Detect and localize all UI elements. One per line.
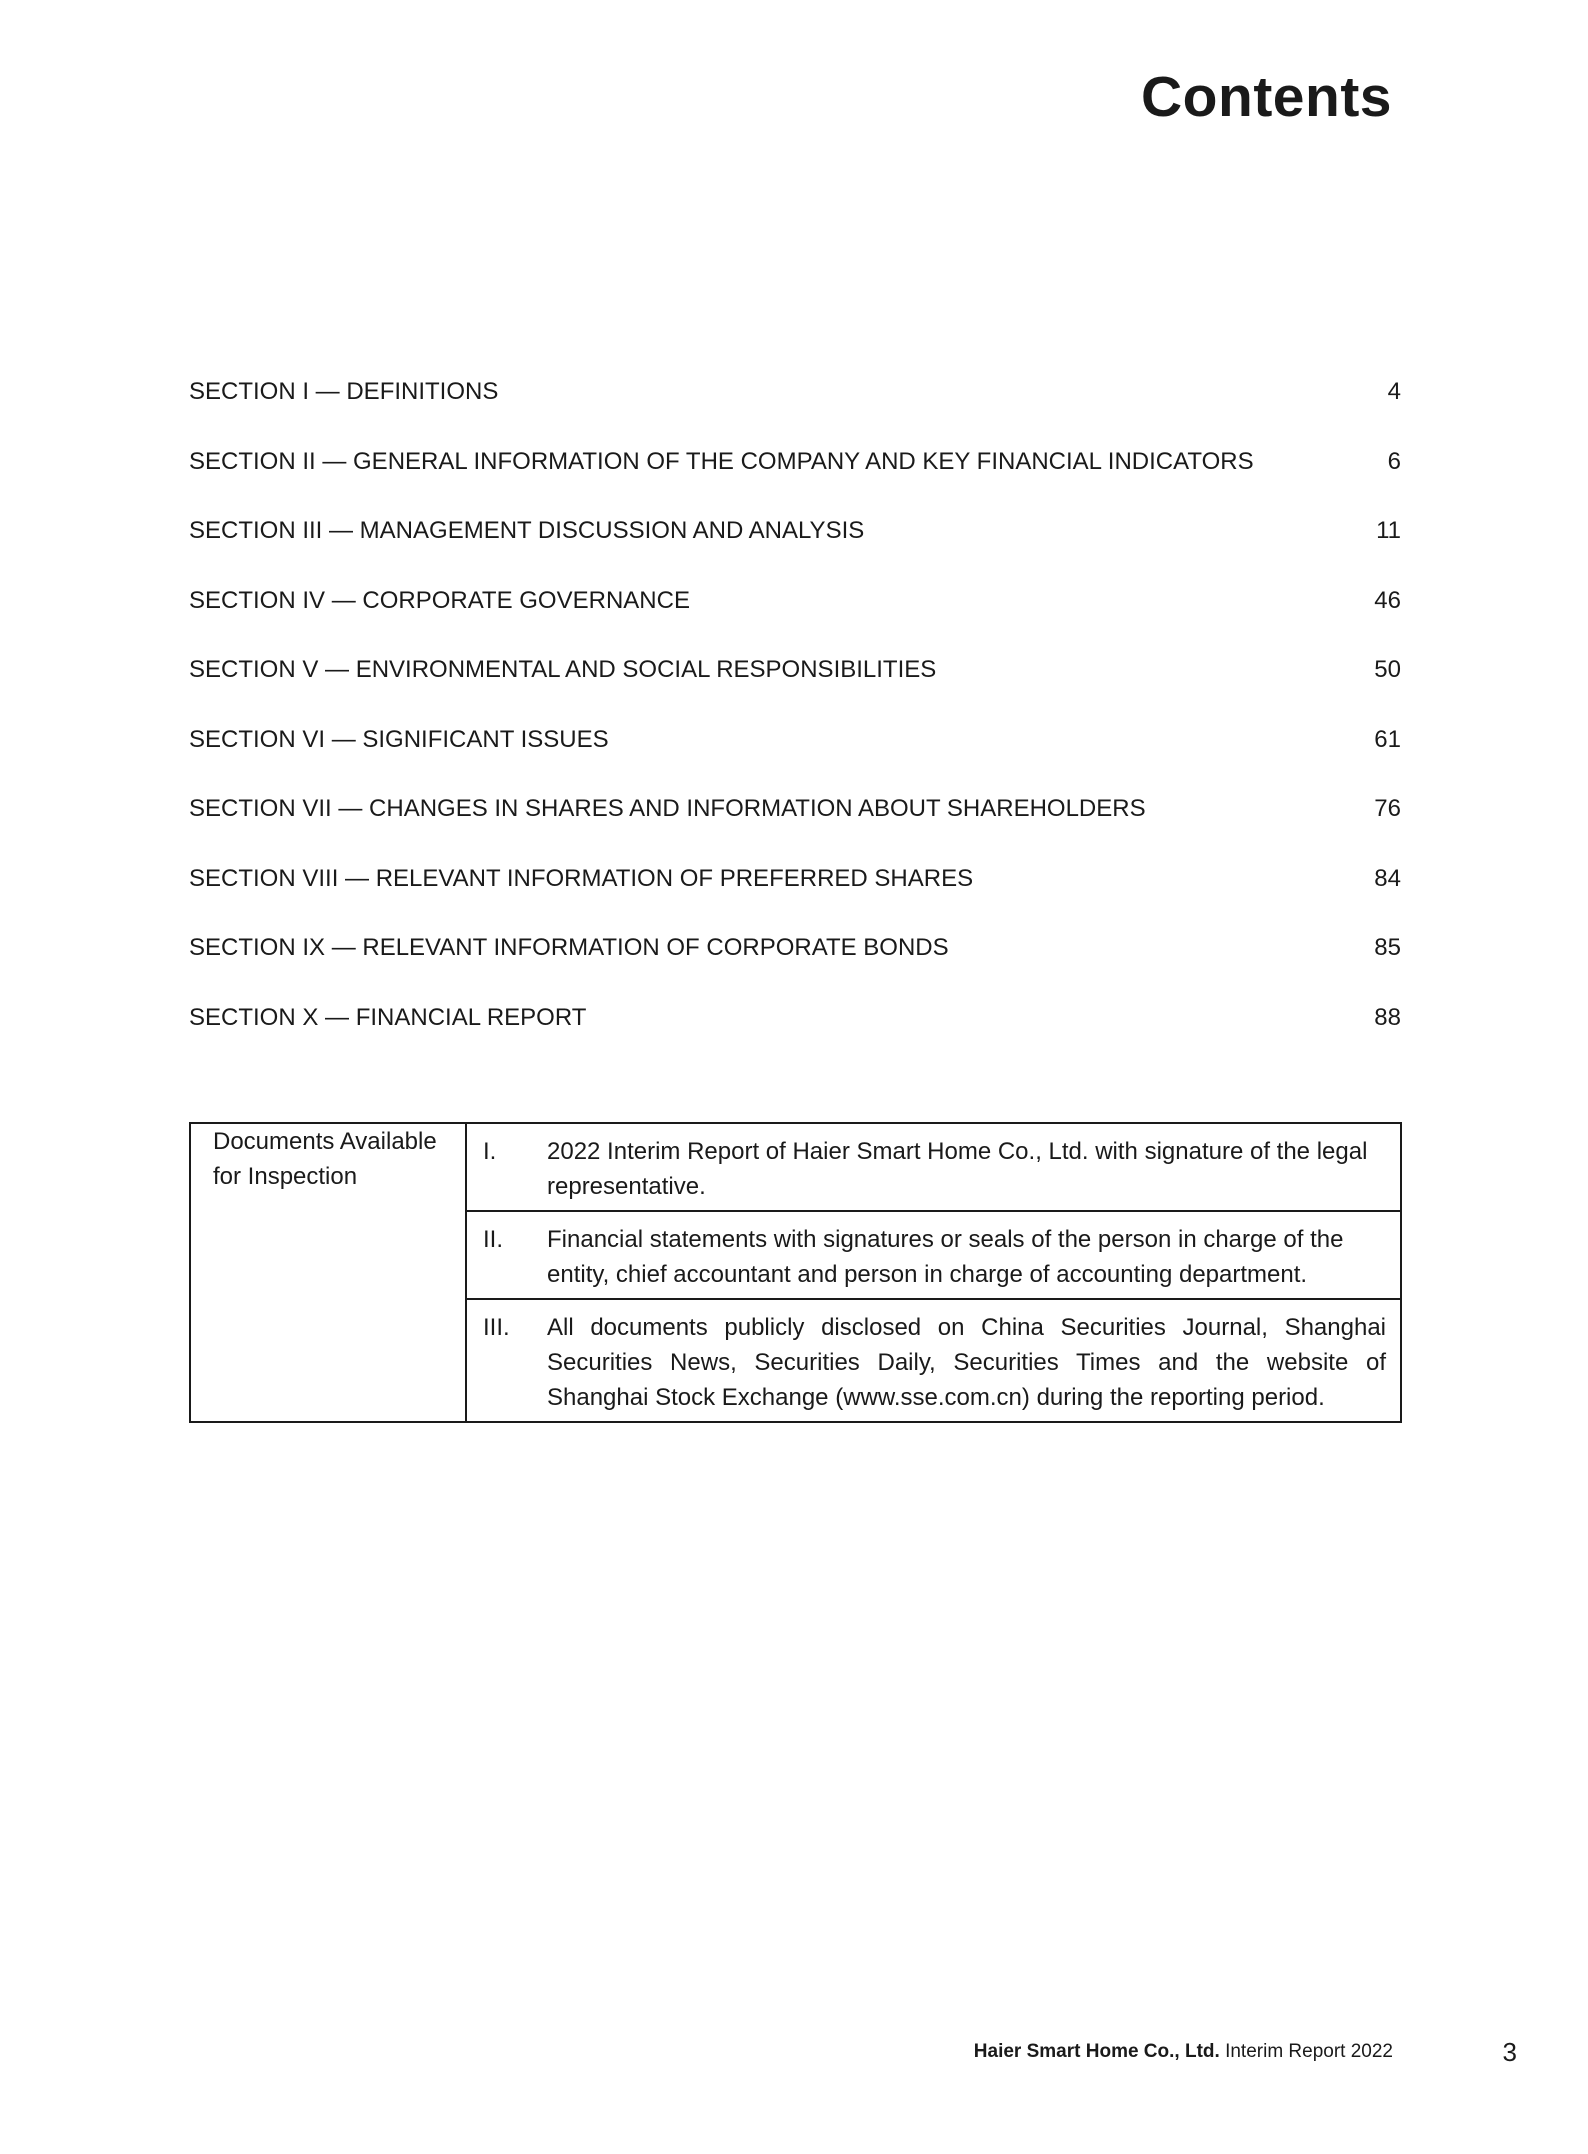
toc-entry-label: SECTION IV — CORPORATE GOVERNANCE	[189, 586, 690, 614]
toc-entry-label: SECTION V — ENVIRONMENTAL AND SOCIAL RESPONSIBILITIES	[189, 656, 937, 683]
toc-entry[interactable]	[189, 934, 1401, 1004]
toc-entry[interactable]	[189, 448, 1401, 518]
page-number: 3	[1502, 2037, 1517, 2067]
page-footer	[0, 2037, 1588, 2067]
toc-entry[interactable]	[189, 865, 1401, 935]
toc-entry-label: SECTION X — FINANCIAL REPORT	[189, 1003, 587, 1031]
documents-table	[189, 1122, 1402, 1423]
toc-entry-page: 11	[1376, 517, 1401, 544]
toc-entry-page: 50	[1374, 656, 1401, 683]
document-item-text: 2022 Interim Report of Haier Smart Home Co., Ltd. with signature of the legal representative.	[547, 1138, 1368, 1200]
table-row	[190, 1123, 1401, 1211]
toc-entry-label: SECTION IX — RELEVANT INFORMATION OF CORPORATE BONDS	[189, 934, 949, 961]
toc-entry-page: 88	[1374, 1003, 1401, 1031]
toc-entry-page: 6	[1387, 447, 1401, 475]
toc-entry-label: SECTION III — MANAGEMENT DISCUSSION AND ANALYSIS	[189, 517, 865, 544]
toc-entry-page: 85	[1374, 934, 1401, 961]
document-item	[466, 1299, 1401, 1422]
footer-report-title	[974, 2041, 1393, 2063]
toc-entry-page: 84	[1374, 864, 1401, 892]
document-item	[466, 1123, 1401, 1211]
document-item-text: Financial statements with signatures or seals of the person in charge of the entity, chief accountant and person in charge of accounting department.	[547, 1226, 1344, 1288]
document-item-number: I.	[483, 1138, 497, 1165]
toc-entry-label: SECTION I — DEFINITIONS	[189, 378, 499, 405]
document-item	[466, 1211, 1401, 1299]
document-item-number: II.	[483, 1226, 504, 1253]
toc-entry[interactable]	[189, 1004, 1401, 1074]
toc-entry-label: SECTION VII — CHANGES IN SHARES AND INFORMATION ABOUT SHAREHOLDERS	[189, 795, 1146, 822]
footer-company-name: Haier Smart Home Co., Ltd.	[973, 2041, 1220, 2062]
table-of-contents	[189, 378, 1401, 1073]
toc-entry[interactable]	[189, 795, 1401, 865]
toc-entry[interactable]	[189, 517, 1401, 587]
toc-entry[interactable]	[189, 656, 1401, 726]
toc-entry[interactable]	[189, 726, 1401, 796]
documents-label: Documents Available for Inspection	[190, 1123, 466, 1422]
toc-entry-label: SECTION VIII — RELEVANT INFORMATION OF PREFERRED SHARES	[189, 864, 974, 892]
toc-entry-label: SECTION II — GENERAL INFORMATION OF THE COMPANY AND KEY FINANCIAL INDICATORS	[189, 447, 1254, 475]
page-title: Contents	[1141, 65, 1392, 129]
toc-entry[interactable]	[189, 587, 1401, 657]
document-item-number: III.	[483, 1314, 510, 1341]
toc-entry[interactable]	[189, 378, 1401, 448]
toc-entry-page: 4	[1387, 378, 1401, 405]
toc-entry-page: 61	[1374, 725, 1401, 753]
toc-entry-label: SECTION VI — SIGNIFICANT ISSUES	[189, 725, 609, 753]
document-item-text: All documents publicly disclosed on China Securities Journal, Shanghai Securities News, Securities Daily, Securities Times and the website of Shanghai Stock Exchange (www.sse.com.cn) during the reporting period.	[547, 1314, 1386, 1411]
toc-entry-page: 46	[1374, 586, 1401, 614]
footer-report-name: Interim Report 2022	[1225, 2041, 1393, 2062]
toc-entry-page: 76	[1374, 795, 1401, 822]
